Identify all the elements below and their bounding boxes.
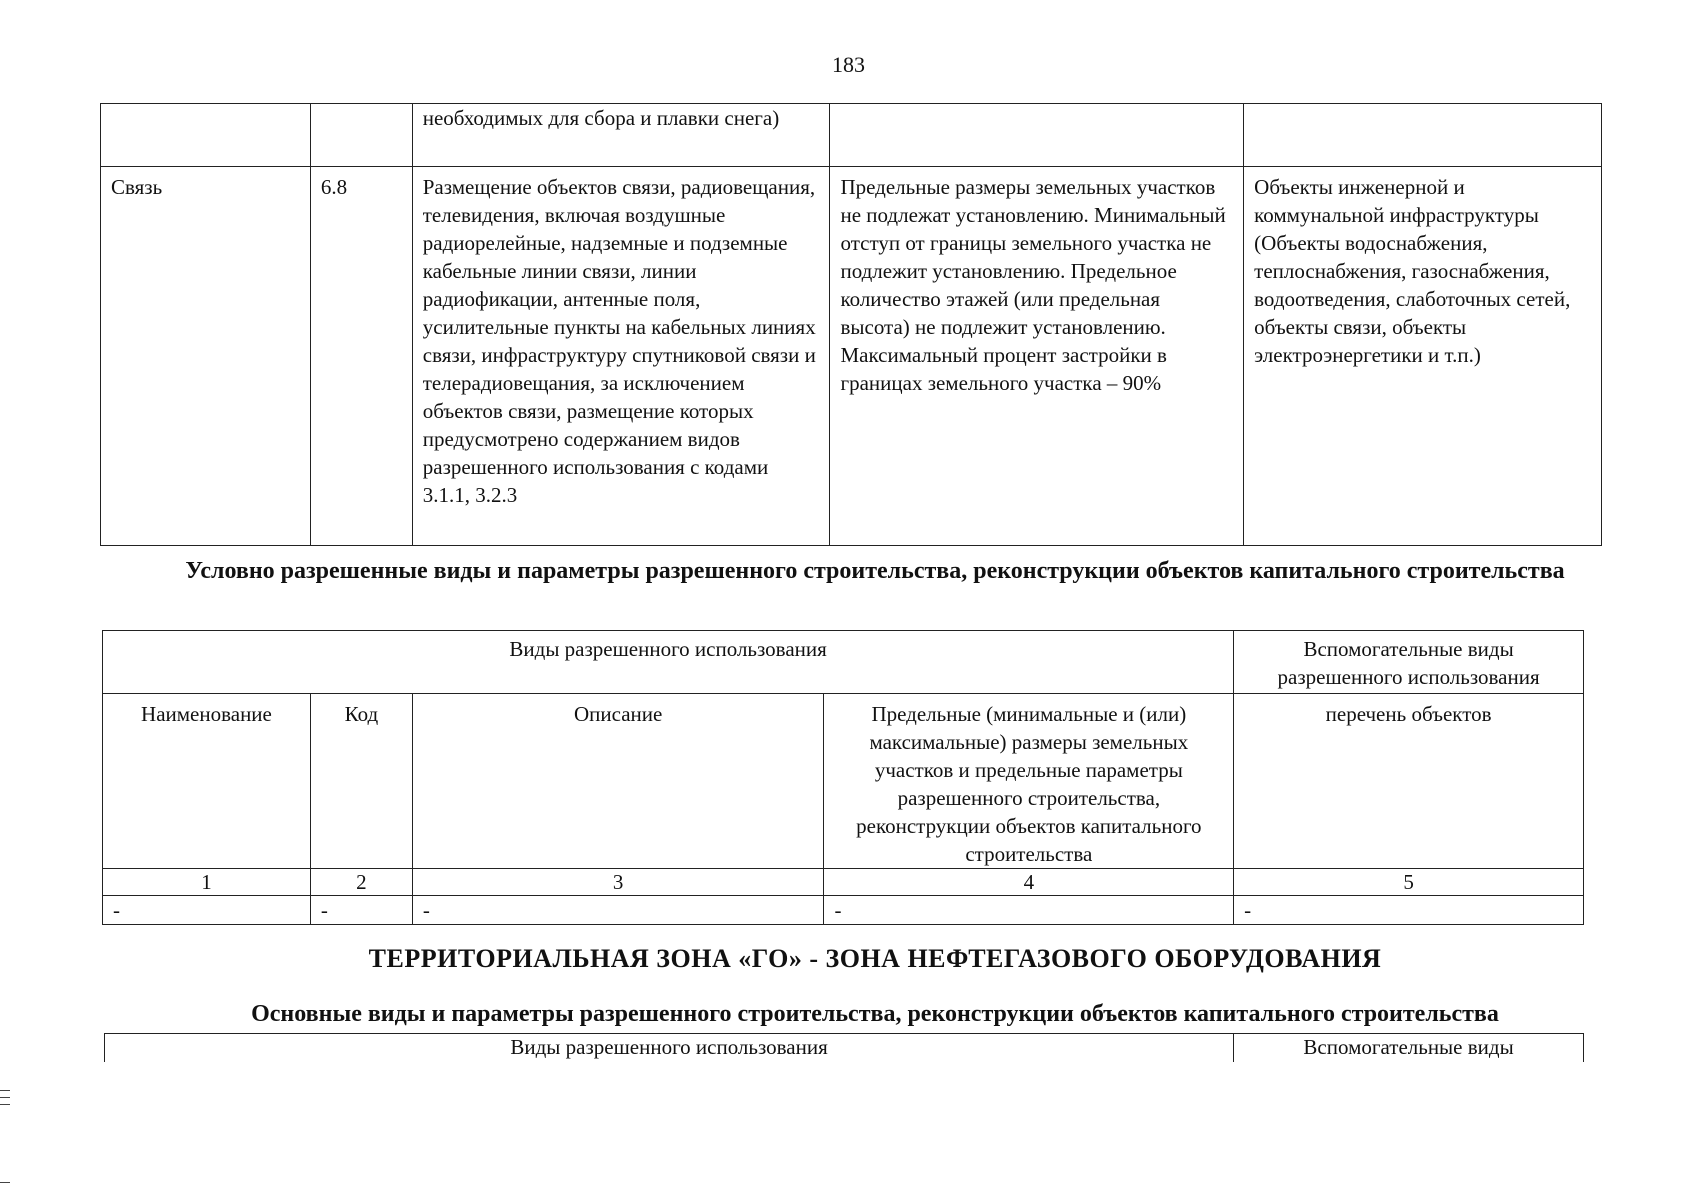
- aux-header: Вспомогательные виды разрешенного использования: [1234, 631, 1584, 694]
- column-number: 2: [310, 869, 412, 896]
- params-cell: Предельные размеры земельных участков не подлежат установлению. Минимальный отступ от границы земельного участка не подлежит установлению. Предельное количество этажей (или предельная высота) не подлежит установлению. Максимальный процент застройки в границах земельного участка – 90%: [830, 167, 1244, 546]
- description-cell: Размещение объектов связи, радиовещания, телевидения, включая воздушные радиорелейные, надземные и подземные кабельные линии связи, линии радиофикации, антенные поля, усилительные пункты на кабельных линиях связи, инфраструктуру спутниковой связи и телерадиовещания, за исключением объектов связи, размещение которых предусмотрено содержанием видов разрешенного использования с кодами 3.1.1, 3.2.3: [412, 167, 830, 546]
- aux-header: Вспомогательные виды: [1234, 1034, 1584, 1063]
- code-cell: [310, 104, 412, 167]
- main-uses-table: [104, 1033, 1584, 1062]
- scan-margin-mark: [0, 1182, 10, 1183]
- column-header-name: Наименование: [103, 694, 311, 869]
- column-header-description: Описание: [412, 694, 824, 869]
- group-header: Виды разрешенного использования: [103, 631, 1234, 694]
- name-cell: [101, 104, 311, 167]
- empty-cell: -: [310, 896, 412, 925]
- page-number: 183: [832, 52, 865, 77]
- scan-margin-mark: [0, 1104, 10, 1105]
- column-number: 1: [103, 869, 311, 896]
- aux-cell: [1244, 104, 1602, 167]
- scan-margin-mark: [0, 1090, 10, 1091]
- column-header-params: Предельные (минимальные и (или) максимальные) размеры земельных участков и предельные параметры разрешенного строительства, реконструкции объектов капитального строительства: [824, 694, 1234, 869]
- empty-cell: -: [1234, 896, 1584, 925]
- section-heading-conditional: Условно разрешенные виды и параметры разрешенного строительства, реконструкции объектов капитального строительства: [185, 558, 1565, 584]
- table-header-row: [103, 631, 1584, 694]
- description-cell: необходимых для сбора и плавки снега): [412, 104, 830, 167]
- zone-title: ТЕРРИТОРИАЛЬНАЯ ЗОНА «ГО» - ЗОНА НЕФТЕГАЗОВОГО ОБОРУДОВАНИЯ: [368, 944, 1382, 973]
- table-header-row: [103, 694, 1584, 869]
- empty-cell: -: [103, 896, 311, 925]
- column-header-objects: перечень объектов: [1234, 694, 1584, 869]
- column-number-row: [103, 869, 1584, 896]
- code-cell: 6.8: [310, 167, 412, 546]
- table-row: [103, 896, 1584, 925]
- table-row: [101, 104, 1602, 167]
- params-cell: [830, 104, 1244, 167]
- column-header-code: Код: [310, 694, 412, 869]
- empty-cell: -: [824, 896, 1234, 925]
- aux-cell: Объекты инженерной и коммунальной инфраструктуры (Объекты водоснабжения, теплоснабжения, газоснабжения, водоотведения, слаботочных сетей, объекты связи, объекты электроэнергетики и т.п.): [1244, 167, 1602, 546]
- conditional-uses-table: [102, 630, 1584, 925]
- column-number: 4: [824, 869, 1234, 896]
- group-header: Виды разрешенного использования: [105, 1034, 1234, 1063]
- section-heading-main: Основные виды и параметры разрешенного строительства, реконструкции объектов капитального строительства: [251, 1001, 1499, 1027]
- scan-margin-mark: [0, 1097, 10, 1098]
- column-number: 3: [412, 869, 824, 896]
- table-header-row: [105, 1034, 1584, 1063]
- continuation-table: [100, 103, 1602, 546]
- table-row: [101, 167, 1602, 546]
- column-number: 5: [1234, 869, 1584, 896]
- empty-cell: -: [412, 896, 824, 925]
- name-cell: Связь: [101, 167, 311, 546]
